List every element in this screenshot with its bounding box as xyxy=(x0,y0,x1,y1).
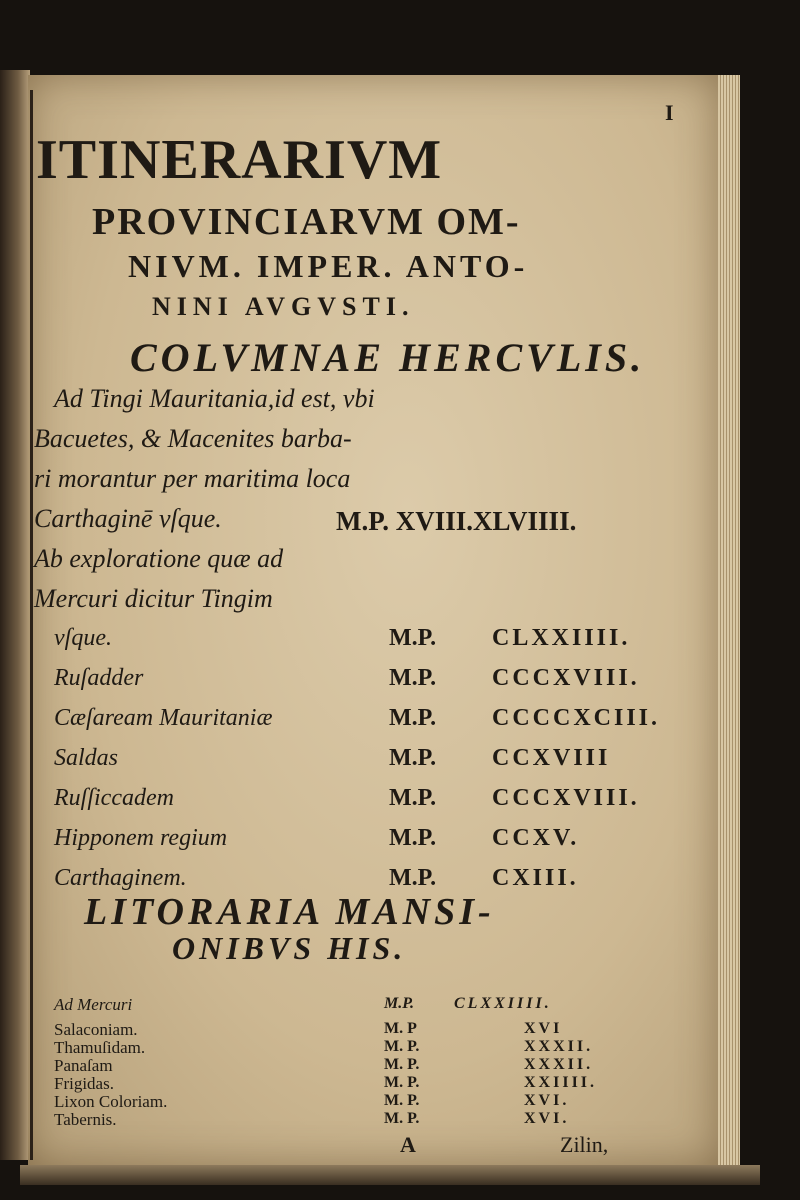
title-line-3: NIVM. IMPER. ANTO- xyxy=(128,248,529,284)
book-bottom-edge xyxy=(20,1165,760,1185)
paragraph-line-6: Mercuri dicitur Tingim xyxy=(34,584,273,613)
mansio-unit: M. P. xyxy=(384,1074,420,1091)
paragraph-line-2: Bacuetes, & Macenites barba- xyxy=(34,424,352,453)
stage-unit: M.P. xyxy=(389,745,437,771)
stage-distance: CLXXIIII. xyxy=(492,625,631,651)
stage-distance: CCXVIII xyxy=(492,745,611,771)
mansio-unit: M.P. xyxy=(384,995,414,1012)
paragraph-measure: M.P. XVIII.XLVIIII. xyxy=(336,506,577,536)
signature-mark: A xyxy=(400,1132,416,1157)
paragraph-line-3: ri morantur per maritima loca xyxy=(34,464,351,493)
mansio-distance: XXXII. xyxy=(524,1056,594,1073)
catchword: Zilin, xyxy=(560,1132,609,1157)
mansio-name: Frigidas. xyxy=(54,1074,114,1093)
mansio-unit: M. P. xyxy=(384,1056,420,1073)
stage-distance: CCXV. xyxy=(492,825,580,851)
stage-name: Saldas xyxy=(54,745,119,771)
stage-name: Hipponem regium xyxy=(54,825,228,851)
stage-distance: CCCCXCIII. xyxy=(492,705,661,731)
margin-rule xyxy=(30,90,33,1160)
mansio-name: Thamuſidam. xyxy=(54,1038,146,1057)
stage-name: Ruſſiccadem xyxy=(54,785,174,811)
paragraph-line-1: Ad Tingi Mauritania,id est, vbi xyxy=(54,384,375,413)
mansio-unit: M. P. xyxy=(384,1038,420,1055)
mansio-name: Lixon Coloriam. xyxy=(54,1092,168,1111)
mansio-distance: XVI. xyxy=(524,1092,570,1109)
paragraph-line-4: Carthaginē vſque. xyxy=(34,504,222,533)
subheading-line-2: ONIBVS HIS. xyxy=(172,930,407,966)
subheading-line-1: LITORARIA MANSI- xyxy=(84,891,495,933)
stage-distance: CCCXVIII. xyxy=(492,665,640,691)
stage-unit: M.P. xyxy=(389,825,437,851)
mansio-distance: XXIIII. xyxy=(524,1074,598,1091)
gutter-shadow xyxy=(0,70,30,1160)
stage-unit: M.P. xyxy=(389,785,437,811)
section-heading: COLVMNAE HERCVLIS. xyxy=(130,335,646,380)
stage-name: Cæſaream Mauritaniæ xyxy=(54,705,273,731)
stage-unit: M.P. xyxy=(389,705,437,731)
title-line-2: PROVINCIARVM OM- xyxy=(92,201,521,243)
stage-unit: M.P. xyxy=(389,665,437,691)
page-edges xyxy=(718,75,740,1165)
folio-number: I xyxy=(665,100,674,125)
mansio-distance: XVI xyxy=(524,1020,563,1037)
mansio-distance: CLXXIIII. xyxy=(454,995,552,1012)
mansio-name: Salaconiam. xyxy=(54,1020,138,1039)
stage-unit: M.P. xyxy=(389,865,437,891)
mansio-distance: XVI. xyxy=(524,1110,570,1127)
title-line-1: ITINERARIVM xyxy=(36,129,443,191)
stage-name: Carthaginem. xyxy=(54,865,187,891)
mansio-distance: XXXII. xyxy=(524,1038,594,1055)
mansio-name: Ad Mercuri xyxy=(54,995,133,1014)
mansio-name: Panaſam xyxy=(54,1056,113,1075)
stage-unit: M.P. xyxy=(389,625,437,651)
stage-distance: CXIII. xyxy=(492,865,579,891)
stage-name: vſque. xyxy=(54,625,112,651)
mansio-unit: M. P. xyxy=(384,1110,420,1127)
mansio-unit: M. P xyxy=(384,1020,417,1037)
mansio-unit: M. P. xyxy=(384,1092,420,1109)
mansio-name: Tabernis. xyxy=(54,1110,117,1129)
paragraph-line-5: Ab exploratione quæ ad xyxy=(34,544,284,573)
stage-name: Ruſadder xyxy=(54,665,144,691)
stage-distance: CCCXVIII. xyxy=(492,785,640,811)
title-line-4: NINI AVGVSTI. xyxy=(152,292,415,321)
